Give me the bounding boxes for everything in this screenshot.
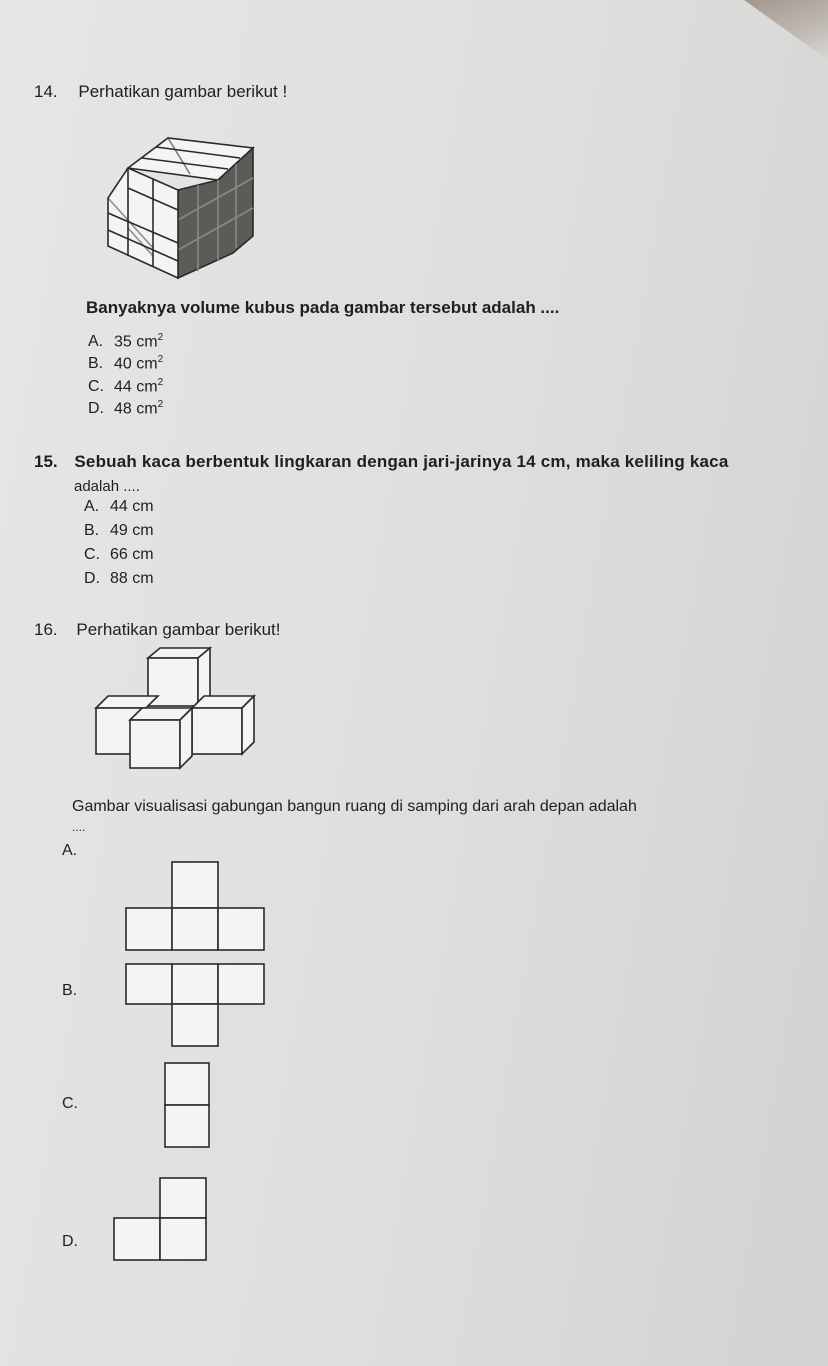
front-view-option-a[interactable]	[124, 862, 269, 954]
front-view-option-b[interactable]	[124, 962, 269, 1052]
question-16-header	[34, 620, 280, 640]
option-15-b[interactable]: B. 49 cm	[84, 522, 154, 539]
option-16-b-label[interactable]: B.	[62, 982, 78, 999]
question-15-text-line2: adalah ....	[74, 478, 140, 495]
option-15-c[interactable]: C. 66 cm	[84, 546, 154, 563]
option-14-c[interactable]: C. 44 $cm^2$	[88, 377, 164, 396]
question-number: 14.	[34, 82, 58, 101]
question-16-text-line1: Gambar visualisasi gabungan bangun ruang di samping dari arah depan adalah	[72, 798, 637, 815]
combined-cubes-figure	[96, 648, 261, 773]
question-prompt: Perhatikan gambar berikut!	[76, 620, 281, 639]
question-number: 15.	[34, 452, 58, 471]
option-15-a[interactable]: A. 44 cm	[84, 498, 154, 515]
page-corner-shadow	[708, 0, 828, 60]
option-16-d-label[interactable]: D.	[62, 1233, 78, 1250]
option-16-a-label[interactable]: A.	[62, 842, 78, 859]
front-view-option-d[interactable]	[112, 1176, 212, 1264]
question-15-header	[34, 452, 729, 472]
option-14-a[interactable]: A. 35 $cm^2$	[88, 332, 164, 351]
cube-stack-figure	[108, 128, 268, 303]
option-16-c-label[interactable]: C.	[62, 1095, 78, 1112]
question-prompt: Perhatikan gambar berikut !	[78, 82, 288, 101]
option-15-d[interactable]: D. 88 cm	[84, 570, 154, 587]
front-view-option-c[interactable]	[164, 1062, 214, 1152]
question-14-header	[34, 82, 287, 102]
question-15-text-line1: Sebuah kaca berbentuk lingkaran dengan jari-jarinya 14 cm, maka keliling kaca	[74, 452, 729, 471]
option-14-d[interactable]: D. 48 $cm^2$	[88, 399, 164, 418]
option-14-b[interactable]: B. 40 $cm^2$	[88, 354, 164, 373]
question-number: 16.	[34, 620, 58, 639]
question-14-text: Banyaknya volume kubus pada gambar tersebut adalah ....	[86, 298, 560, 317]
question-16-text-line2: ....	[72, 820, 86, 834]
